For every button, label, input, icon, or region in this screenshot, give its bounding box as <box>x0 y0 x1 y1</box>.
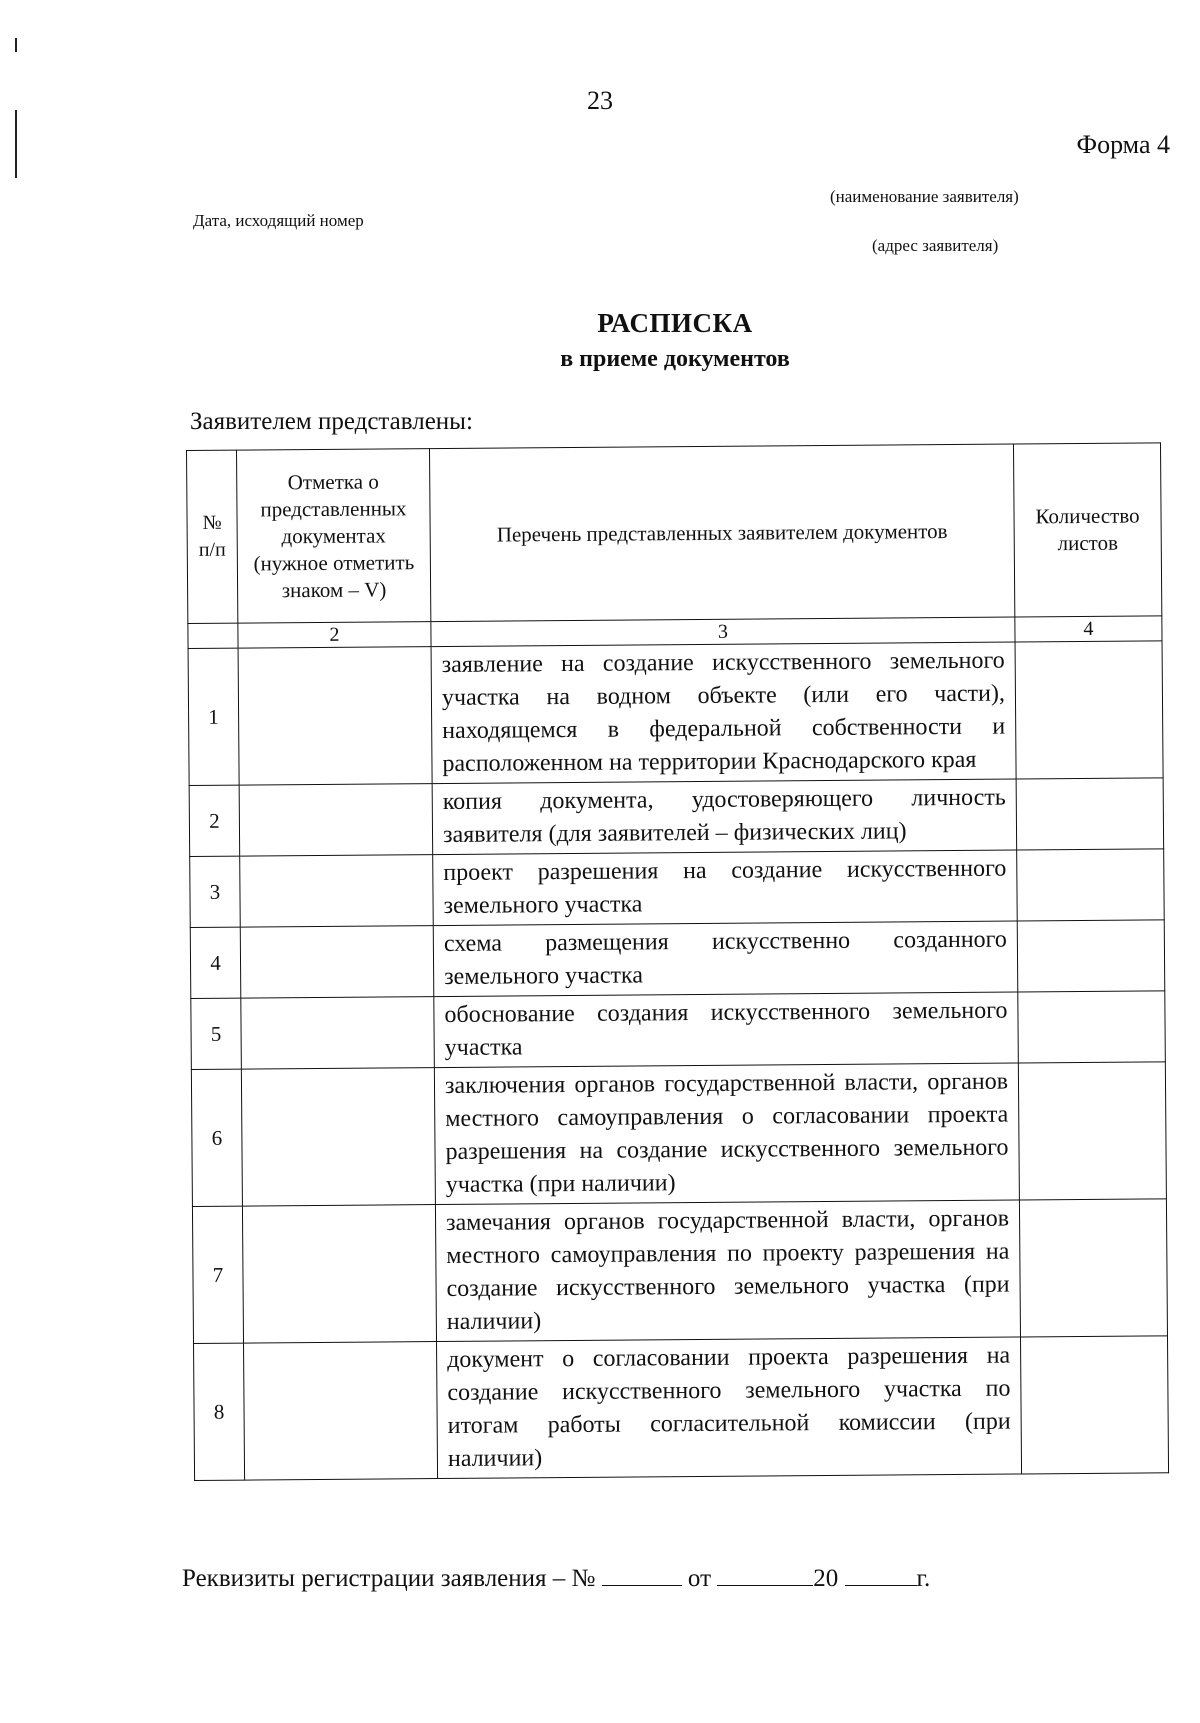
documents-table <box>186 442 1169 1481</box>
table-row <box>190 849 1165 928</box>
sheet-count-cell[interactable] <box>1020 1336 1168 1474</box>
row-number: 5 <box>191 998 242 1069</box>
row-number: 7 <box>192 1206 243 1343</box>
sheet-count-cell[interactable] <box>1017 920 1165 992</box>
registration-year-prefix: 20 <box>813 1565 839 1592</box>
mark-cell[interactable] <box>242 1205 436 1344</box>
table-row <box>194 1336 1169 1481</box>
table-row <box>191 1062 1166 1207</box>
document-title: РАСПИСКА <box>597 308 753 338</box>
registration-year-blank[interactable] <box>845 1563 917 1586</box>
table-header-row <box>187 443 1162 624</box>
mark-cell[interactable] <box>240 855 434 928</box>
header-document-list: Перечень представленных заявителем документов <box>429 444 1014 622</box>
mark-cell[interactable] <box>241 997 435 1070</box>
mark-cell[interactable] <box>241 1068 435 1207</box>
mark-cell[interactable] <box>244 1342 438 1481</box>
table-row <box>191 991 1166 1070</box>
sheet-count-cell[interactable] <box>1015 641 1163 779</box>
row-number: 2 <box>189 785 240 856</box>
document-name: замечания органов государственной власти, органов местного самоуправления по проекту разрешения на создание искусственного земельного участка (при наличии) <box>435 1200 1020 1342</box>
header-sheet-count: Количество листов <box>1013 443 1161 617</box>
form-label: Форма 4 <box>1076 130 1170 159</box>
sheet-count-cell[interactable] <box>1017 849 1165 921</box>
table-row <box>188 641 1163 786</box>
page-number: 23 <box>587 86 613 115</box>
registration-line <box>182 1563 930 1593</box>
sheet-count-cell[interactable] <box>1018 991 1166 1063</box>
document-name: схема размещения искусственно созданного земельного участка <box>433 921 1018 997</box>
row-number: 6 <box>191 1069 242 1206</box>
table-row <box>192 1199 1167 1344</box>
row-number: 1 <box>188 648 239 785</box>
table-row <box>189 778 1164 857</box>
table-row <box>190 920 1165 999</box>
document-subtitle: в приеме документов <box>560 346 790 372</box>
column-number: 3 <box>431 617 1015 647</box>
mark-cell[interactable] <box>238 647 432 786</box>
registration-date-blank[interactable] <box>717 1563 813 1586</box>
document-name: документ о согласовании проекта разрешения на создание искусственного земельного участка по итогам работы согласительной комиссии (при наличии) <box>437 1337 1022 1479</box>
row-number: 3 <box>190 856 241 927</box>
column-number: 4 <box>1015 616 1162 642</box>
row-number: 4 <box>190 927 241 998</box>
header-row-number: № п/п <box>187 450 238 623</box>
registration-label: Реквизиты регистрации заявления – № <box>182 1565 596 1592</box>
document-name: заявление на создание искусственного земельного участка на водном объекте (или его части), находящемся в федеральной собственности и расположенном на территории Краснодарского края <box>431 642 1016 784</box>
date-number-hint: Дата, исходящий номер <box>193 211 364 230</box>
document-name: проект разрешения на создание искусственного земельного участка <box>433 850 1018 926</box>
column-number <box>188 623 238 648</box>
applicant-address-hint: (адрес заявителя) <box>872 236 999 255</box>
document-name: заключения органов государственной власти, органов местного самоуправления о согласовании проекта разрешения на создание искусственного земельного участка (при наличии) <box>434 1063 1019 1205</box>
sheet-count-cell[interactable] <box>1018 1062 1166 1200</box>
sheet-count-cell[interactable] <box>1016 778 1164 850</box>
applicant-name-hint: (наименование заявителя) <box>830 187 1019 206</box>
registration-year-suffix: г. <box>916 1565 931 1592</box>
mark-cell[interactable] <box>240 926 434 999</box>
registration-from-label: от <box>687 1565 712 1592</box>
mark-cell[interactable] <box>239 784 433 857</box>
sheet-count-cell[interactable] <box>1019 1199 1167 1337</box>
document-name: копия документа, удостоверяющего личность заявителя (для заявителей – физических лиц) <box>432 779 1017 855</box>
registration-number-blank[interactable] <box>602 1563 682 1586</box>
scan-artifact-mark <box>15 38 17 52</box>
scan-artifact-mark <box>15 110 17 178</box>
submitted-label: Заявителем представлены: <box>190 408 473 435</box>
row-number: 8 <box>194 1343 245 1480</box>
document-name: обоснование создания искусственного земельного участка <box>434 992 1019 1068</box>
header-mark: Отметка о представленных документах (нужное отметить знаком – V) <box>237 449 431 624</box>
column-number: 2 <box>238 622 431 649</box>
